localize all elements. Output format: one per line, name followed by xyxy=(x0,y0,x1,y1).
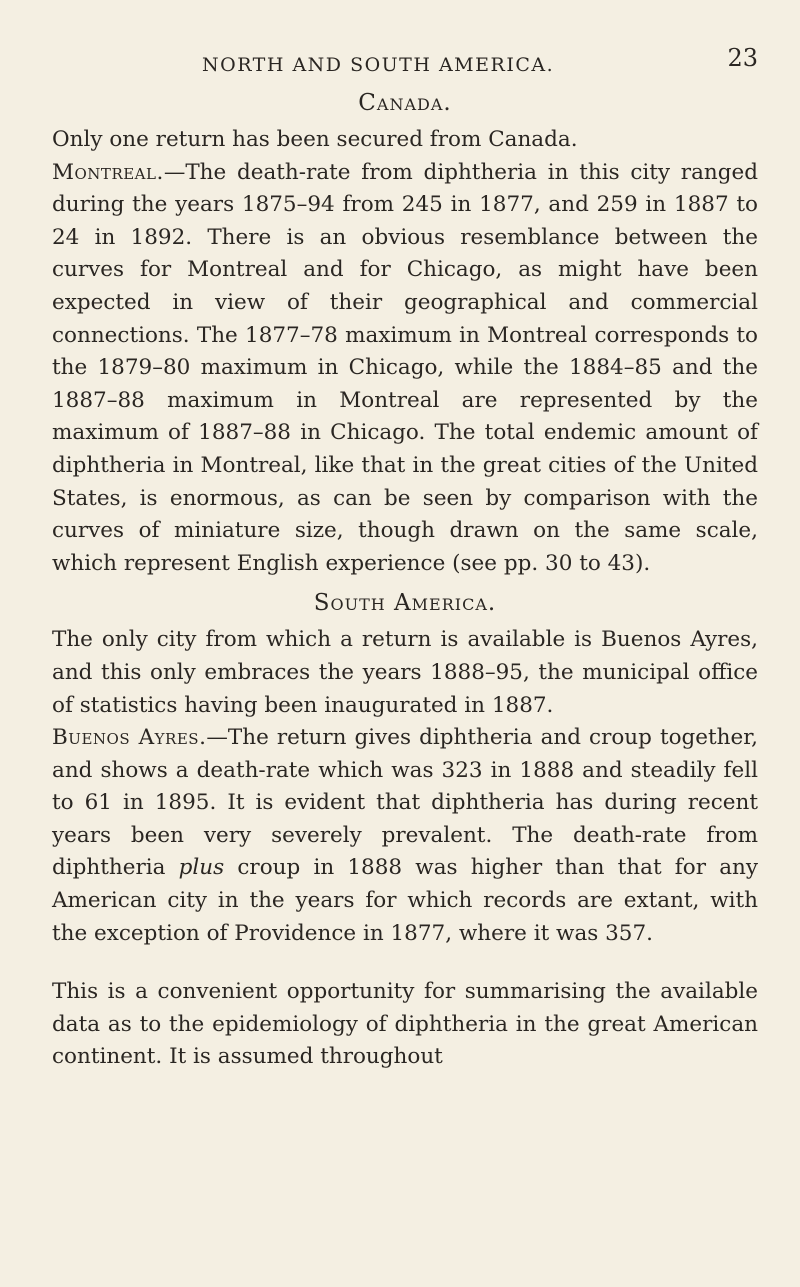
buenos-ayres-paragraph xyxy=(52,722,758,950)
closing-paragraph: This is a convenient opportunity for summarising the available data as to the epidemiology of diphtheria in the great American continent. It is assumed throughout xyxy=(52,979,758,1070)
buenos-ayres-italic: plus xyxy=(178,855,225,881)
running-head xyxy=(52,40,758,80)
book-page xyxy=(52,40,758,1074)
page-number: 23 xyxy=(727,44,758,72)
section-heading-south-america: South America. xyxy=(313,590,497,617)
canada-intro-paragraph: Only one return has been secured from Canada. xyxy=(52,127,578,152)
montreal-paragraph xyxy=(52,157,758,581)
running-title: NORTH AND SOUTH AMERICA. xyxy=(202,54,555,76)
montreal-text: —The death-rate from diphtheria in this city ranged during the years 1875–94 from 245 in 1877, and 259 in 1887 to 24 in 1892. There is an obvious resemblance between the curves for Montreal and for Chicago, as might have been expected in view of their geographical and commercial connections. The 1877–78 maximum in Montreal corresponds to the 1879–80 maximum in Chicago, while the 1884–85 and the 1887–88 maximum in Montreal are represented by the maximum of 1887–88 in Chicago. The total endemic amount of diphtheria in Montreal, like that in the great cities of the United States, is enormous, as can be seen by comparison with the curves of miniature size, though drawn on the same scale, which represent English experience (see pp. 30 to 43). xyxy=(52,159,758,576)
montreal-lead: Montreal. xyxy=(52,159,164,185)
section-heading-canada: Canada. xyxy=(358,90,452,116)
south-america-intro-paragraph: The only city from which a return is available is Buenos Ayres, and this only embraces the years 1888–95, the municipal office of statistics having been inaugurated in 1887. xyxy=(52,627,758,718)
buenos-ayres-text-1: —The return gives diphtheria and croup together, and shows a death-rate which was 323 in 1888 and steadily fell to 61 in 1895. It is evident that diphtheria has during recent years been very severely prevalent. The death-rate from diphtheria xyxy=(52,725,758,881)
buenos-ayres-lead: Buenos Ayres. xyxy=(52,725,207,751)
buenos-ayres-text-2: croup in 1888 was higher than that for any American city in the years for which records are extant, with the exception of Providence in 1877, where it was 357. xyxy=(52,855,759,946)
